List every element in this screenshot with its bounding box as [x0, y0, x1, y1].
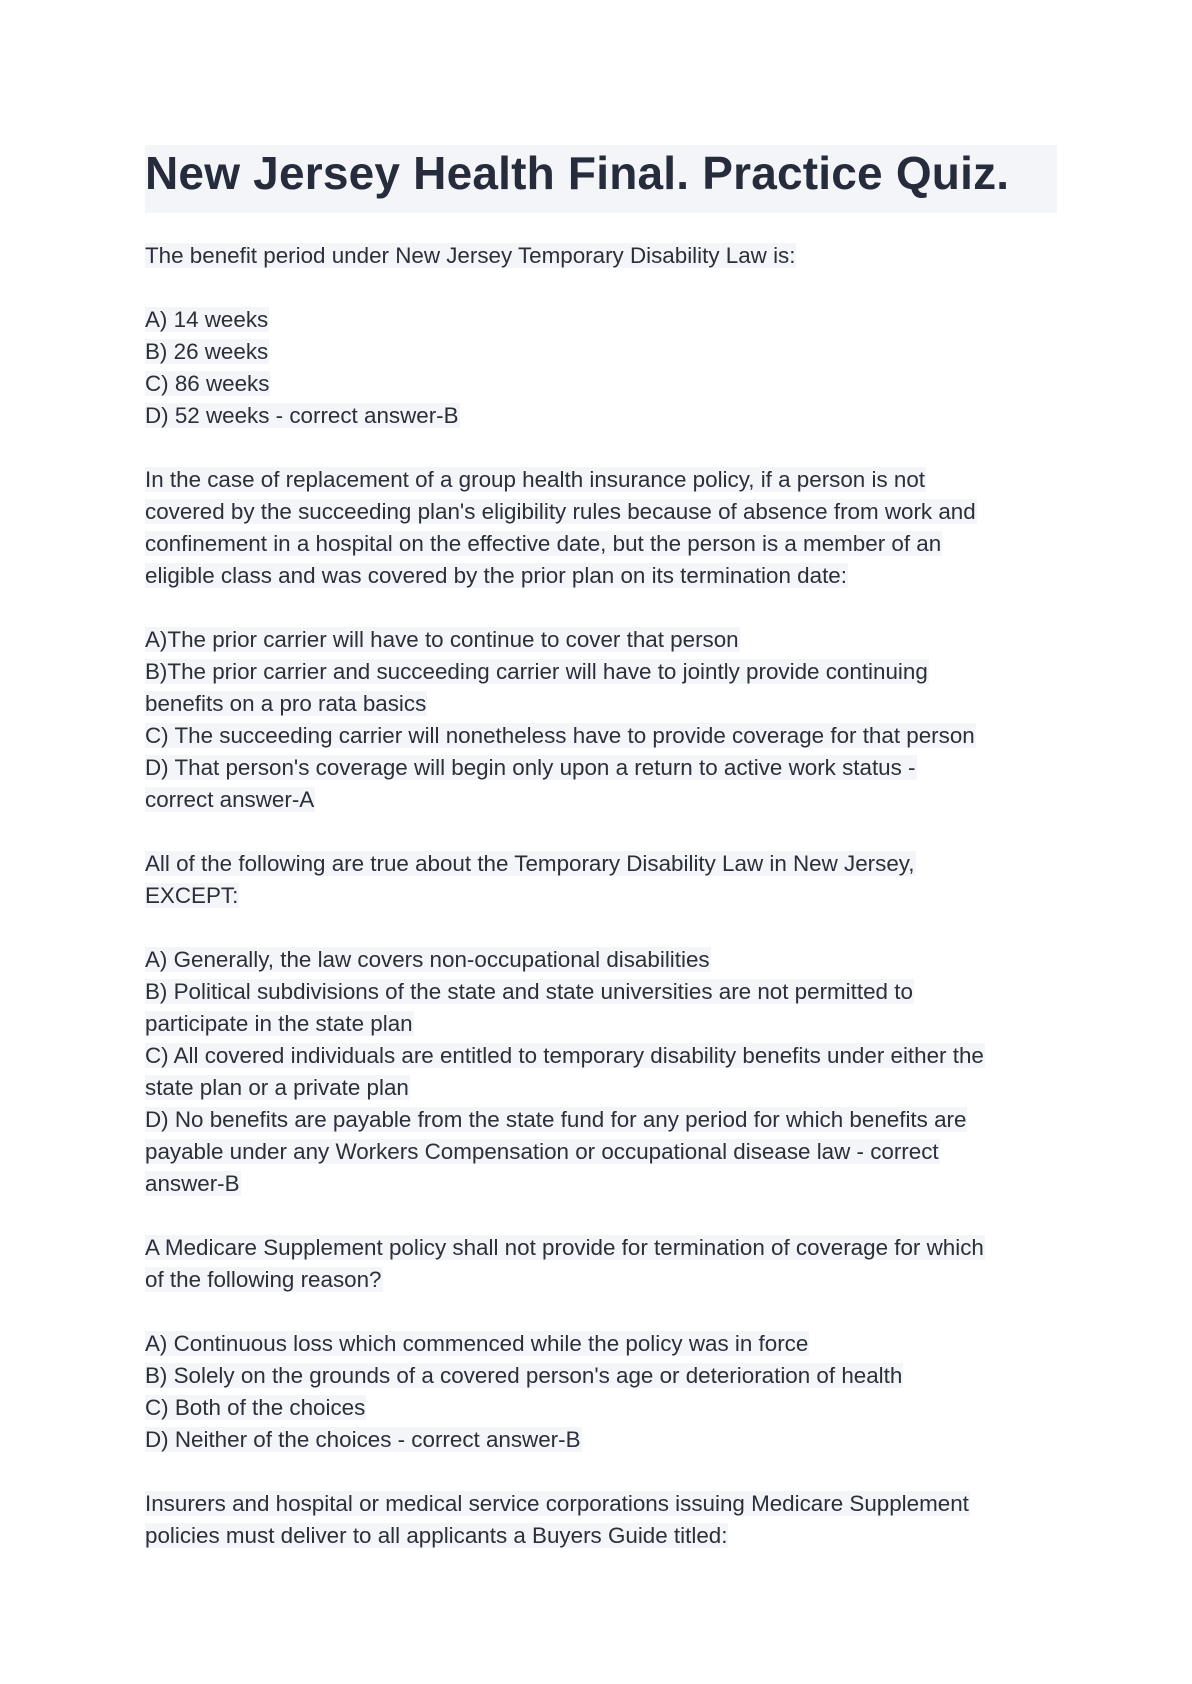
question-4-text-line: A Medicare Supplement policy shall not provide for termination of coverage for which: [145, 1235, 984, 1260]
question-5-text-line: policies must deliver to all applicants a Buyers Guide titled:: [145, 1523, 728, 1548]
question-1-option-b: B) 26 weeks: [145, 339, 269, 364]
question-3-text-line: All of the following are true about the Temporary Disability Law in New Jersey,: [145, 851, 915, 876]
question-2-text-line: confinement in a hospital on the effective date, but the person is a member of an: [145, 531, 942, 556]
question-3-option-d: D) No benefits are payable from the state fund for any period for which benefits are: [145, 1107, 967, 1132]
question-4-option-c: C) Both of the choices: [145, 1395, 366, 1420]
question-2-answer: correct answer-A: [145, 787, 315, 812]
question-3-option-a: A) Generally, the law covers non-occupational disabilities: [145, 947, 710, 972]
question-2-text-line: covered by the succeeding plan's eligibility rules because of absence from work and: [145, 499, 976, 524]
question-3-answer: answer-B: [145, 1171, 240, 1196]
question-1-option-a: A) 14 weeks: [145, 307, 269, 332]
question-2-text-line: eligible class and was covered by the prior plan on its termination date:: [145, 563, 847, 588]
question-2-option-c: C) The succeeding carrier will nonetheless have to provide coverage for that person: [145, 723, 975, 748]
question-3-option-c-cont: state plan or a private plan: [145, 1075, 409, 1100]
page-title: New Jersey Health Final. Practice Quiz.: [145, 147, 1010, 199]
question-3-option-d-cont: payable under any Workers Compensation or occupational disease law - correct: [145, 1139, 939, 1164]
question-5-text-line: Insurers and hospital or medical service corporations issuing Medicare Supplement: [145, 1491, 969, 1516]
question-1-option-d-answer: D) 52 weeks - correct answer-B: [145, 403, 459, 428]
question-2-option-b-cont: benefits on a pro rata basics: [145, 691, 427, 716]
question-3-option-b-cont: participate in the state plan: [145, 1011, 413, 1036]
question-4-option-d-answer: D) Neither of the choices - correct answer-B: [145, 1427, 581, 1452]
question-2-option-d: D) That person's coverage will begin only upon a return to active work status -: [145, 755, 916, 780]
question-4-text-line: of the following reason?: [145, 1267, 382, 1292]
question-2-text-line: In the case of replacement of a group health insurance policy, if a person is not: [145, 467, 925, 492]
question-3-option-c: C) All covered individuals are entitled to temporary disability benefits under either the: [145, 1043, 984, 1068]
question-3-text-line: EXCEPT:: [145, 883, 239, 908]
question-1-option-c: C) 86 weeks: [145, 371, 270, 396]
question-3-option-b: B) Political subdivisions of the state and state universities are not permitted to: [145, 979, 913, 1004]
question-4-option-b: B) Solely on the grounds of a covered person's age or deterioration of health: [145, 1363, 903, 1388]
question-4-option-a: A) Continuous loss which commenced while the policy was in force: [145, 1331, 809, 1356]
question-2-option-a: A)The prior carrier will have to continue to cover that person: [145, 627, 739, 652]
question-2-option-b: B)The prior carrier and succeeding carrier will have to jointly provide continuing: [145, 659, 928, 684]
question-1-text: The benefit period under New Jersey Temporary Disability Law is:: [145, 243, 796, 268]
